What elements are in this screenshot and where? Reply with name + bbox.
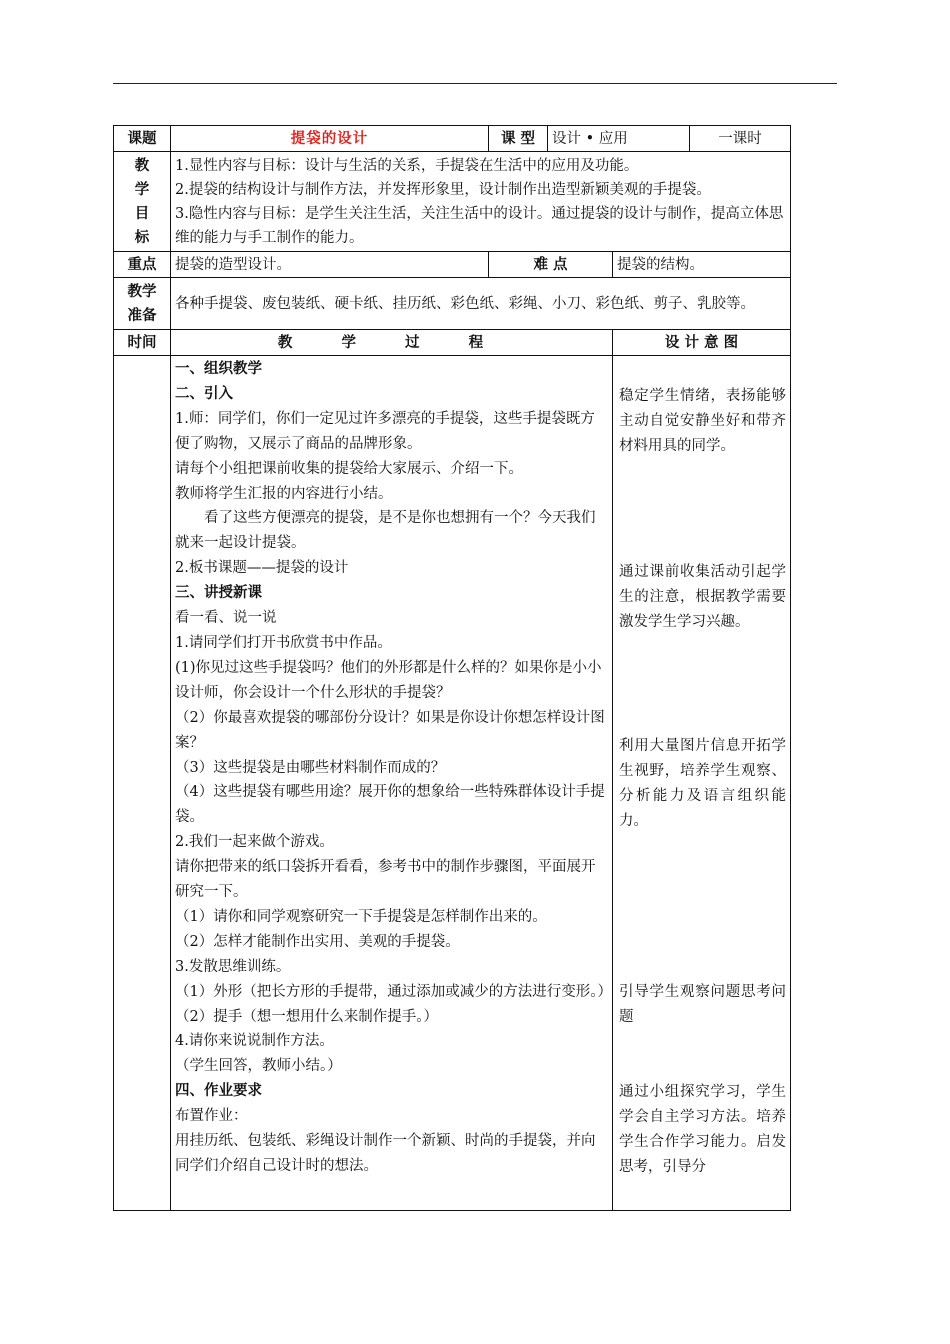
preparation-label [114, 278, 171, 330]
process-header [171, 330, 613, 356]
process-line: 请你把带来的纸口袋拆开看看，参考书中的制作步骤图，平面展开研究一下。 [175, 859, 596, 901]
time-header: 时间 [114, 330, 171, 356]
process-line: 4.请你来说说制作方法。 [175, 1033, 334, 1050]
type-label: 课 型 [489, 126, 548, 152]
section-heading: 三、讲授新课 [175, 585, 262, 602]
type-value: 设计 • 应用 [548, 126, 690, 152]
row-preparation [114, 278, 791, 330]
process-line: (1)你见过这些手提袋吗？他们的外形都是什么样的？如果你是小小设计师，你会设计一个什么形状的手提袋？ [175, 659, 602, 701]
row-focus [114, 252, 791, 278]
row-objectives [114, 152, 791, 252]
process-line: 布置作业： [175, 1108, 248, 1125]
intent-content [613, 356, 791, 1211]
process-line: 用挂历纸、包装纸、彩绳设计制作一个新颖、时尚的手提袋，并向同学们介绍自己设计时的想法。 [175, 1133, 596, 1174]
process-line: （2）提手（想一想用什么来制作提手。） [175, 1008, 438, 1025]
intent-header: 设 计 意 图 [613, 330, 791, 356]
intent-note: 稳定学生情绪，表扬能够主动自觉安静坐好和带齐材料用具的同学。 [619, 388, 786, 454]
process-line: 2.我们一起来做个游戏。 [175, 834, 334, 851]
row-process [114, 356, 791, 1211]
process-line: （学生回答，教师小结。） [175, 1058, 342, 1075]
lesson-plan-table [113, 125, 791, 1211]
row-topic [114, 126, 791, 152]
section-heading: 四、作业要求 [175, 1083, 262, 1100]
preparation-value: 各种手提袋、废包装纸、硬卡纸、挂历纸、彩色纸、彩绳、小刀、彩色纸、剪子、乳胶等。 [171, 278, 791, 330]
objectives-label [114, 152, 171, 252]
objective-line: 3.隐性内容与目标：是学生关注生活，关注生活中的设计。通过提袋的设计与制作，提高立体思维的能力与手工制作的能力。 [175, 205, 784, 246]
process-line: 1.请同学们打开书欣赏书中作品。 [175, 634, 392, 651]
lesson-title: 提袋的设计 [171, 126, 489, 152]
process-line: 看一看、说一说 [175, 610, 277, 627]
process-line: 1.师：同学们，你们一定见过许多漂亮的手提袋，这些手提袋既方便了购物，又展示了商品的品牌形象。 [175, 410, 595, 452]
topic-label: 课题 [114, 126, 171, 152]
header-rule [113, 83, 837, 84]
key-point-label: 重点 [114, 252, 171, 278]
process-line: （4）这些提袋有哪些用途？展开你的想象给一些特殊群体设计手提袋。 [175, 784, 605, 826]
intent-note: 通过课前收集活动引起学生的注意，根据教学需要激发学生学习兴趣。 [619, 564, 786, 630]
row-column-headers [114, 330, 791, 356]
process-line: （3）这些提袋是由哪些材料制作而成的？ [175, 759, 446, 776]
process-line: 2.板书课题——提袋的设计 [175, 560, 349, 577]
section-heading: 二、引入 [175, 385, 233, 402]
difficulty-value: 提袋的结构。 [613, 252, 791, 278]
process-line: 请每个小组把课前收集的提袋给大家展示、介绍一下。 [175, 460, 523, 477]
objective-line: 1.显性内容与目标：设计与生活的关系，手提袋在生活中的应用及功能。 [175, 157, 639, 174]
process-line: （1）请你和同学观察研究一下手提袋是怎样制作出来的。 [175, 908, 547, 925]
intent-note: 利用大量图片信息开拓学生视野，培养学生观察、分析能力及语言组织能力。 [619, 738, 786, 829]
process-line: （1）外形（把长方形的手提带，通过添加或减少的方法进行变形。） [175, 983, 612, 1000]
intent-note: 通过小组探究学习，学生学会自主学习方法。培养学生合作学习能力。启发思考，引导分 [619, 1084, 786, 1175]
preparation-label-text: 教学准备 [127, 283, 157, 324]
process-content [171, 356, 613, 1211]
period-value: 一课时 [690, 126, 791, 152]
section-heading: 一、组织教学 [175, 361, 262, 377]
process-line: 教师将学生汇报的内容进行小结。 [175, 485, 393, 502]
objectives-label-text: 教学目标 [134, 157, 150, 246]
intent-note: 引导学生观察问题思考问题 [619, 984, 786, 1025]
process-line: （2）你最喜欢提袋的哪部份分设计？如果是你设计你想怎样设计图案？ [175, 709, 605, 751]
objective-line: 2.提袋的结构设计与制作方法，并发挥形象里，设计制作出造型新颖美观的手提袋。 [175, 181, 711, 198]
difficulty-label: 难 点 [489, 252, 613, 278]
process-header-text: 教 学 过 程 [277, 334, 506, 351]
process-line: （2）怎样才能制作出实用、美观的手提袋。 [175, 933, 460, 950]
process-line: 3.发散思维训练。 [175, 958, 291, 975]
objectives-content [171, 152, 791, 252]
process-line: 看了这些方便漂亮的提袋，是不是你也想拥有一个？今天我们就来一起设计提袋。 [175, 510, 596, 552]
key-point-value: 提袋的造型设计。 [171, 252, 489, 278]
time-cell [114, 356, 171, 1211]
